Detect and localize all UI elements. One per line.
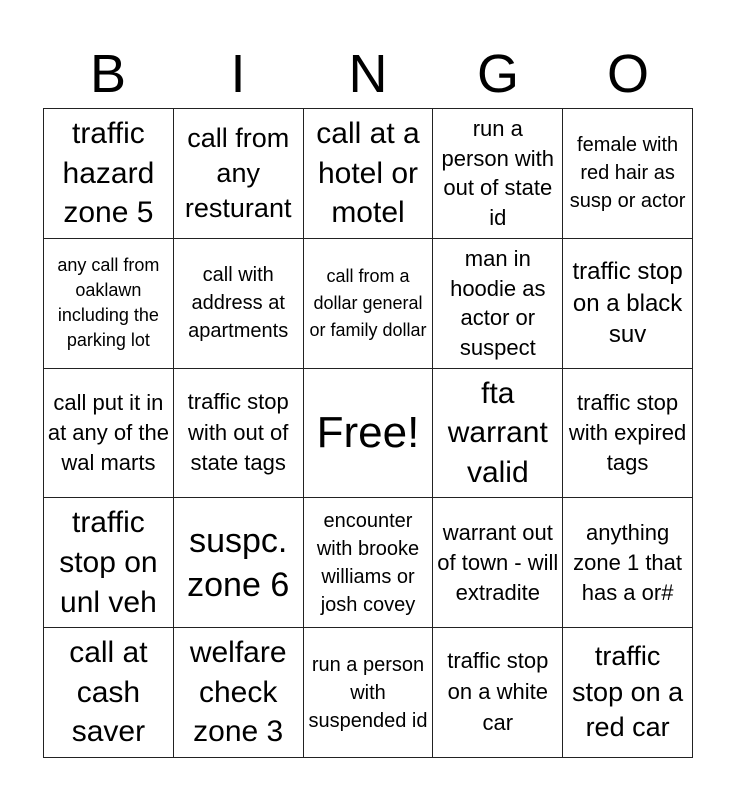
bingo-cell[interactable] bbox=[563, 498, 693, 628]
cell-text: run a person with suspended id bbox=[308, 653, 428, 732]
free-space-text: Free! bbox=[316, 408, 420, 458]
bingo-cell[interactable] bbox=[174, 109, 304, 239]
cell-text: traffic stop on a black suv bbox=[572, 258, 683, 348]
cell-text: call at cash saver bbox=[69, 636, 148, 749]
cell-text: encounter with brooke williams or josh covey bbox=[316, 509, 420, 616]
bingo-cell[interactable] bbox=[563, 369, 693, 499]
bingo-cell[interactable] bbox=[433, 109, 563, 239]
cell-text: run a person with out of state id bbox=[441, 116, 555, 230]
bingo-cell[interactable] bbox=[44, 498, 174, 628]
bingo-cell[interactable] bbox=[304, 498, 434, 628]
free-space[interactable] bbox=[304, 369, 434, 499]
header-letter-o: O bbox=[606, 44, 649, 104]
cell-text: any call from oaklawn including the parking lot bbox=[57, 254, 160, 351]
bingo-cell[interactable] bbox=[44, 239, 174, 369]
cell-text: welfare check zone 3 bbox=[189, 636, 287, 749]
cell-text: call with address at apartments bbox=[188, 264, 289, 343]
cell-text: call from a dollar general or family dollar bbox=[309, 265, 427, 340]
header-letter-n: N bbox=[348, 44, 388, 104]
bingo-cell[interactable] bbox=[563, 628, 693, 758]
cell-text: traffic stop with out of state tags bbox=[187, 388, 289, 476]
bingo-cell[interactable] bbox=[174, 369, 304, 499]
cell-text: warrant out of town - will extradite bbox=[437, 519, 559, 605]
bingo-cell[interactable] bbox=[174, 239, 304, 369]
bingo-cell[interactable] bbox=[433, 498, 563, 628]
cell-text: traffic hazard zone 5 bbox=[62, 117, 155, 230]
bingo-cell[interactable] bbox=[304, 109, 434, 239]
bingo-cell[interactable] bbox=[44, 109, 174, 239]
cell-text: female with red hair as susp or actor bbox=[569, 134, 686, 213]
cell-text: anything zone 1 that has a or# bbox=[573, 519, 683, 605]
bingo-cell[interactable] bbox=[433, 369, 563, 499]
bingo-card bbox=[43, 108, 693, 758]
bingo-cell[interactable] bbox=[304, 239, 434, 369]
bingo-cell[interactable] bbox=[563, 239, 693, 369]
cell-text: traffic stop on a red car bbox=[572, 641, 684, 743]
bingo-cell[interactable] bbox=[44, 628, 174, 758]
header-letter-i: I bbox=[230, 44, 246, 104]
cell-text: traffic stop with expired tags bbox=[568, 390, 687, 475]
header-letter-g: G bbox=[476, 44, 519, 104]
bingo-cell[interactable] bbox=[174, 628, 304, 758]
cell-text: fta warrant valid bbox=[447, 376, 548, 489]
cell-text: traffic stop on a white car bbox=[447, 648, 549, 735]
header-letter-b: B bbox=[89, 44, 127, 104]
cell-text: traffic stop on unl veh bbox=[59, 506, 158, 619]
bingo-cell[interactable] bbox=[174, 498, 304, 628]
bingo-cell[interactable] bbox=[563, 109, 693, 239]
cell-text: call at a hotel or motel bbox=[316, 117, 420, 230]
bingo-cell[interactable] bbox=[433, 239, 563, 369]
bingo-header bbox=[43, 40, 693, 108]
cell-text: man in hoodie as actor or suspect bbox=[450, 246, 546, 360]
cell-text: suspc. zone 6 bbox=[187, 521, 290, 604]
bingo-cell[interactable] bbox=[44, 369, 174, 499]
cell-text: call put it in at any of the wal marts bbox=[47, 390, 169, 475]
bingo-cell[interactable] bbox=[433, 628, 563, 758]
cell-text: call from any resturant bbox=[184, 122, 292, 223]
bingo-cell[interactable] bbox=[304, 628, 434, 758]
